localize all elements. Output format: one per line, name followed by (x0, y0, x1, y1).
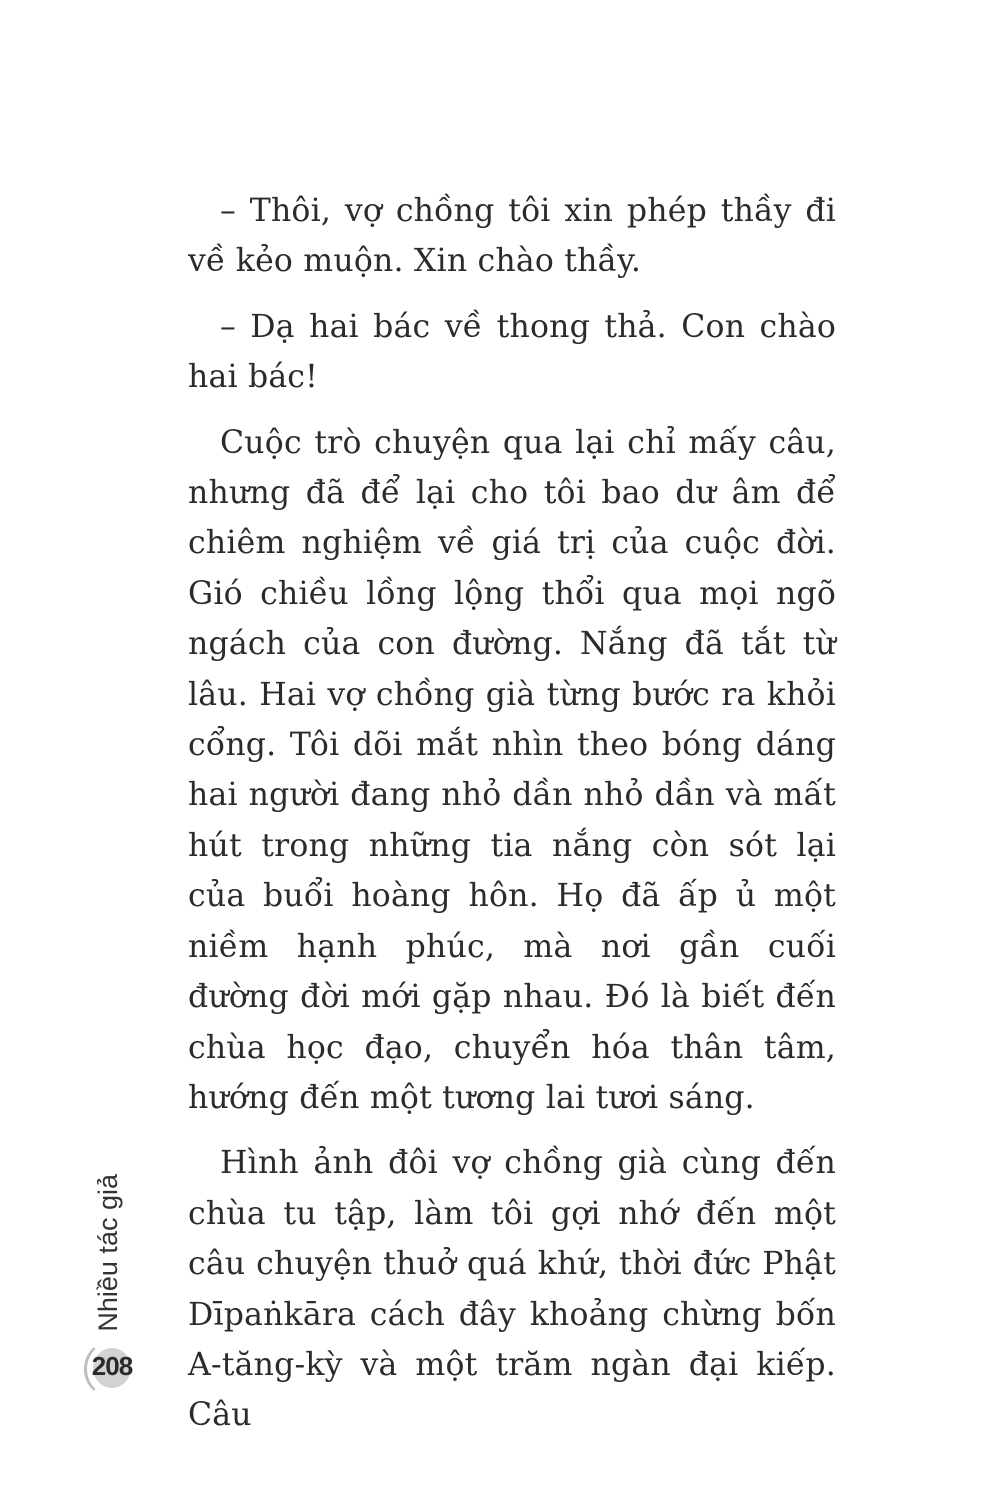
body-text (188, 186, 836, 1456)
page-number: 208 (91, 1351, 133, 1381)
paragraph-2: – Dạ hai bác về thong thả. Con chào hai bác! (188, 308, 836, 396)
paragraph-1: – Thôi, vợ chồng tôi xin phép thầy đi về kẻo muộn. Xin chào thầy. (188, 193, 836, 280)
page-number-badge (84, 1341, 134, 1395)
book-title: Nhiều tác giả (92, 1174, 123, 1332)
paragraph-3: Cuộc trò chuyện qua lại chỉ mấy câu, nhưng đã để lại cho tôi bao dư âm để chiêm nghiệm về giá trị của cuộc đời. Gió chiều lồng lộng thổi qua mọi ngõ ngách của con đường. Nắng đã tắt từ lâu. Hai vợ chồng già từng bước ra khỏi cổng. Tôi dõi mắt nhìn theo bóng dáng hai người đang nhỏ dần nhỏ dần và mất hút trong những tia nắng còn sót lại của buổi hoàng hôn. Họ đã ấp ủ một niềm hạnh phúc, mà nơi gần cuối đường đời mới gặp nhau. Đó là biết đến chùa học đạo, chuyển hóa thân tâm, hướng đến một tương lai tươi sáng. (188, 424, 836, 1116)
paragraph-4: Hình ảnh đôi vợ chồng già cùng đến chùa tu tập, làm tôi gợi nhớ đến một câu chuyện thuở quá khứ, thời đức Phật Dīpaṅkāra cách đây khoảng chừng bốn A-tăng-kỳ và một trăm ngàn đại kiếp. Câu (188, 1145, 836, 1434)
running-title (88, 1152, 128, 1332)
